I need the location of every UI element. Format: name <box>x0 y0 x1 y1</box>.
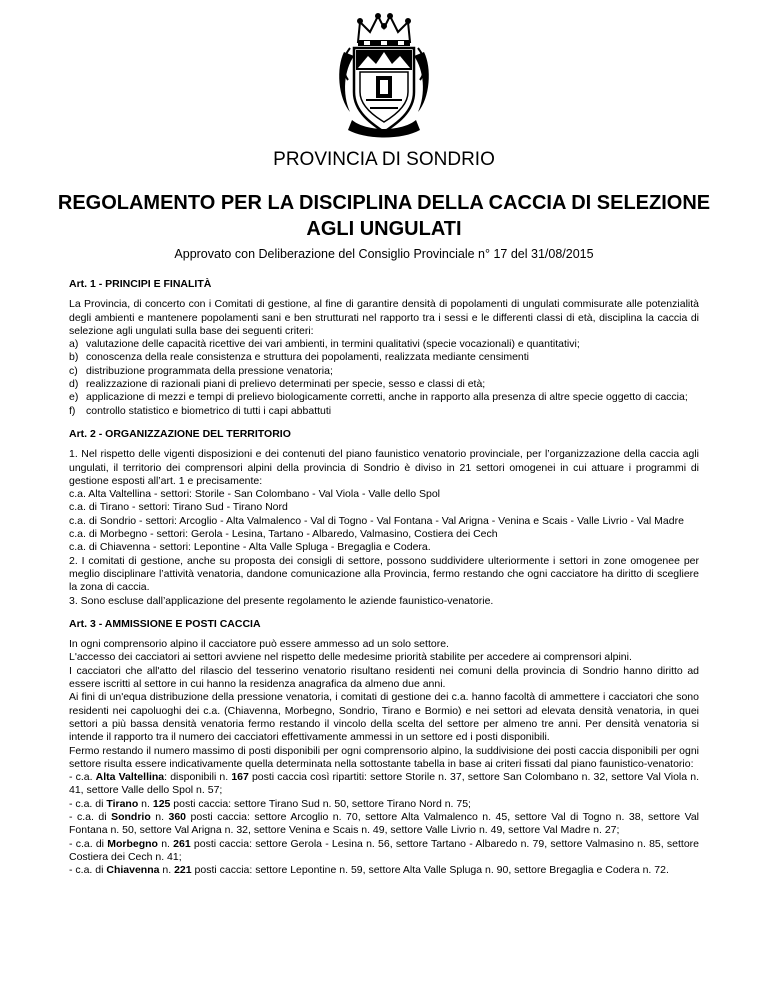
list-item-letter: d) <box>69 378 79 391</box>
article-2-paragraph-1: 1. Nel rispetto delle vigenti disposizioni e dei contenuti del piano faunistico venatorio provinciale, per l’organizzazione della caccia agli ungulati, il territorio dei comprensori alpini della provincia di Sondrio è diviso in 21 settori omogenei in cui attuare i programmi di gestione esposti all’art. 1 e precisamente: <box>69 448 699 487</box>
article-1-intro: La Provincia, di concerto con i Comitati di gestione, al fine di garantire densità di popolamenti di ungulati commisurate alle potenzialità degli ambienti e mantenere popolamenti sani e ben strutturati nel rapporto tra i sessi e le differenti classi di età, disciplina la caccia di selezione agli ungulati sulla base dei seguenti criteri: <box>69 298 699 337</box>
list-item-text: realizzazione di razionali piani di prelievo determinati per specie, sesso e classi di età; <box>86 378 486 391</box>
ca-name: Morbegno <box>107 837 158 850</box>
list-item <box>69 378 699 391</box>
list-item-text: conoscenza della reale consistenza e struttura dei popolamenti, realizzata mediante censimenti <box>86 351 529 364</box>
article-3-paragraph: Fermo restando il numero massimo di posti disponibili per ogni comprensorio alpino, la suddivisione dei posti caccia disponibili per ogni settore risulta essere indicativamente quella determinata nella sottostante tabella in base ai criteri fissati dal piano faunistico-venatorio: <box>69 744 699 770</box>
entry-details: posti caccia così ripartiti: settore Storile n. 37, settore San Colombano n. 32, settore Val Viola n. 41, settore Valle dello Spol n. 57; <box>69 771 699 797</box>
article-2-heading: Art. 2 - ORGANIZZAZIONE DEL TERRITORIO <box>69 427 291 440</box>
article-2-paragraph-3: 3. Sono escluse dall’applicazione del presente regolamento le aziende faunistico-venatorie. <box>69 594 494 607</box>
title-line-2: AGLI UNGULATI <box>306 218 462 240</box>
entry-mid: n. <box>138 797 153 810</box>
entry-details: posti caccia: settore Gerola - Lesina n. 56, settore Tartano - Albaredo n. 79, settore Valmasino n. 85, settore Costiera dei Cech n. 41; <box>69 837 699 863</box>
article-3-paragraph: In ogni comprensorio alpino il cacciatore può essere ammesso ad un solo settore. <box>69 638 449 651</box>
entry-prefix: - c.a. di <box>69 797 107 810</box>
ca-allocation-entry <box>69 838 699 865</box>
ca-name: Sondrio <box>111 810 151 823</box>
entry-mid: n. <box>159 864 175 877</box>
list-item <box>69 391 699 404</box>
ca-name: Tirano <box>106 797 139 810</box>
article-2 <box>69 428 699 608</box>
article-1-heading: Art. 1 - PRINCIPI E FINALITÀ <box>69 278 212 290</box>
ca-sectors-line: c.a. di Sondrio - settori: Arcoglio - Alta Valmalenco - Val di Togno - Val Fontana - Val Arigna - Venina e Scais - Valle Livrio - Val Madre <box>69 514 684 527</box>
article-3 <box>69 618 699 878</box>
entry-mid: n. <box>150 810 169 823</box>
ca-total: 221 <box>174 864 192 877</box>
article-3-paragraph: I cacciatori che all'atto del rilascio del tesserino venatorio risultano residenti nei comuni della provincia di Sondrio hanno diritto ad essere iscritti al settore in cui hanno la residenza anagrafica da almeno due anni. <box>69 664 699 691</box>
ca-total: 125 <box>152 797 171 810</box>
province-name: PROVINCIA DI SONDRIO <box>273 149 495 170</box>
list-item <box>69 365 699 378</box>
list-item-text: applicazione di mezzi e tempi di prelievo biologicamente corretti, anche in rapporto alla presenza di altre specie oggetto di caccia; <box>86 391 688 404</box>
ca-sectors-line: c.a. di Chiavenna - settori: Lepontine - Alta Valle Spluga - Bregaglia e Codera. <box>69 541 431 554</box>
ca-name: Alta Valtellina <box>95 771 165 784</box>
ca-allocation-entry <box>69 798 699 811</box>
ca-allocation-entry <box>69 864 699 877</box>
article-1-criteria-list <box>69 338 699 418</box>
list-item <box>69 405 699 418</box>
entry-details: posti caccia: settore Lepontine n. 59, settore Alta Valle Spluga n. 90, settore Bregaglia e Codera n. 72. <box>191 864 669 877</box>
ca-sectors-line: c.a. di Tirano - settori: Tirano Sud - Tirano Nord <box>69 501 288 514</box>
title-line-1: REGOLAMENTO PER LA DISCIPLINA DELLA CACCIA DI SELEZIONE <box>57 192 711 214</box>
article-3-paragraph: Ai fini di un'equa distribuzione della pressione venatoria, i comitati di gestione dei c.a. hanno facoltà di ammettere i cacciatori che sono residenti nei capoluoghi dei c.a. (Chiavenna, Morbegno, Sondrio, Tirano e Bormio) e nei settori ad elevata densità venatoria, in quei settori a più bassa densità venatoria fermo restando il vincolo della scelta del settore per almeno tre anni. Per densità venatoria si intende il rapporto tra il numero dei cacciatori effettivamente ammessi in un settore ed i posti disponibili. <box>69 691 699 744</box>
list-item-letter: e) <box>69 391 79 404</box>
entry-prefix: - c.a. di <box>69 810 112 823</box>
ca-name: Chiavenna <box>106 864 160 877</box>
list-item-letter: c) <box>69 364 78 377</box>
article-1 <box>69 278 699 418</box>
ca-total: 360 <box>168 810 187 823</box>
list-item-text: distribuzione programmata della pressione venatoria; <box>86 364 333 377</box>
list-item-letter: f) <box>69 404 76 417</box>
list-item <box>69 338 699 351</box>
ca-sectors-line: c.a. Alta Valtellina - settori: Storile - San Colombano - Val Viola - Valle dello Spol <box>69 488 440 501</box>
document-title <box>40 190 728 242</box>
coat-of-arms-emblem <box>336 8 432 140</box>
ca-allocation-entry <box>69 811 699 838</box>
list-item-letter: b) <box>69 351 79 364</box>
entry-details: posti caccia: settore Arcoglio n. 70, settore Alta Valmalenco n. 45, settore Val di Togno n. 38, settore Val Fontana n. 50, settore Val Arigna n. 32, settore Venina e Scais n. 49, settore Valle Livrio n. 49, settore Val Madre n. 27; <box>69 810 699 837</box>
document-body <box>69 278 699 887</box>
list-item-text: valutazione delle capacità ricettive dei vari ambienti, in termini qualitativi (specie vocazionali) e quantitativi; <box>86 338 580 351</box>
entry-details: posti caccia: settore Tirano Sud n. 50, settore Tirano Nord n. 75; <box>170 797 471 810</box>
ca-allocation-entry <box>69 771 699 798</box>
entry-prefix: - c.a. di <box>69 837 108 850</box>
ca-sectors-line: c.a. di Morbegno - settori: Gerola - Lesina, Tartano - Albaredo, Valmasino, Costiera dei Cech <box>69 528 498 541</box>
approval-subtitle: Approvato con Deliberazione del Consiglio Provinciale n° 17 del 31/08/2015 <box>174 247 594 261</box>
article-3-paragraph: L'accesso dei cacciatori ai settori avviene nel rispetto delle medesime priorità stabilite per accedere ai comprensori alpini. <box>69 651 632 664</box>
article-3-heading: Art. 3 - AMMISSIONE E POSTI CACCIA <box>69 617 261 630</box>
entry-prefix: - c.a. di <box>69 864 107 877</box>
ca-total: 167 <box>231 771 249 784</box>
article-2-paragraph-2: 2. I comitati di gestione, anche su proposta dei consigli di settore, possono suddividere ulteriormente i settori in zone omogenee per meglio disciplinare l’attività venatoria, dandone comunicazione alla Provincia, fermo restando che ogni cacciatore ha diritto di scegliere la zona di caccia. <box>69 554 699 594</box>
ca-total: 261 <box>173 837 191 850</box>
list-item-letter: a) <box>69 338 79 351</box>
entry-mid: : disponibili n. <box>164 771 232 784</box>
list-item <box>69 351 699 364</box>
entry-mid: n. <box>157 837 174 850</box>
list-item-text: controllo statistico e biometrico di tutti i capi abbattuti <box>86 404 332 417</box>
entry-prefix: - c.a. <box>69 771 96 784</box>
